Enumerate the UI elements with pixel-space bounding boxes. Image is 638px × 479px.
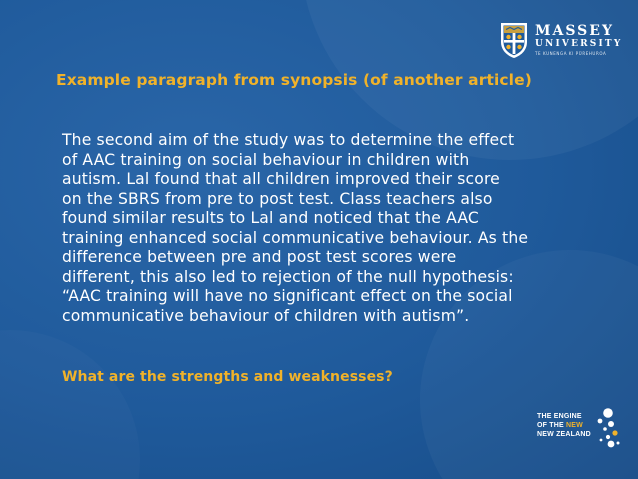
tagline-line-3: NEW ZEALAND — [537, 431, 591, 438]
massey-logo — [499, 18, 622, 62]
logo-wordmark — [535, 24, 622, 56]
paragraph-line: communicative behaviour of children with autism”. — [62, 306, 470, 325]
paragraph-line: different, this also led to rejection of the null hypothesis: — [62, 267, 514, 286]
paragraph-line: on the SBRS from pre to post test. Class teachers also — [62, 189, 493, 208]
tagline-line-2-prefix: OF THE — [537, 422, 567, 429]
paragraph-line: difference between pre and post test scores were — [62, 248, 457, 266]
logo-maori-name: TE KUNENGA KI PŪREHUROA — [535, 51, 607, 56]
massey-crest-icon — [499, 20, 529, 60]
tagline-line-1: THE ENGINE — [537, 413, 582, 420]
logo-name: MASSEY — [535, 23, 614, 39]
paragraph-line: “AAC training will have no significant effect on the social — [62, 287, 513, 305]
paragraph-line: of AAC training on social behaviour in children with — [62, 150, 470, 169]
slide-title: Example paragraph from synopsis (of another article) — [56, 71, 532, 89]
engine-dots-icon — [592, 407, 622, 451]
logo-university: UNIVERSITY — [535, 39, 623, 49]
paragraph-line: The second aim of the study was to determine the effect — [62, 131, 515, 149]
tagline-logo — [537, 407, 632, 451]
paragraph-line: autism. Lal found that all children improved their score — [62, 170, 500, 188]
paragraph-line: training enhanced social communicative behaviour. As the — [62, 228, 529, 247]
tagline-line-2-highlight: NEW — [566, 422, 583, 429]
synopsis-paragraph — [62, 131, 582, 326]
paragraph-line: found similar results to Lal and noticed that the AAC — [62, 209, 479, 227]
tagline-text — [537, 412, 591, 439]
discussion-question: What are the strengths and weaknesses? — [62, 369, 393, 385]
background-circle — [0, 330, 140, 479]
